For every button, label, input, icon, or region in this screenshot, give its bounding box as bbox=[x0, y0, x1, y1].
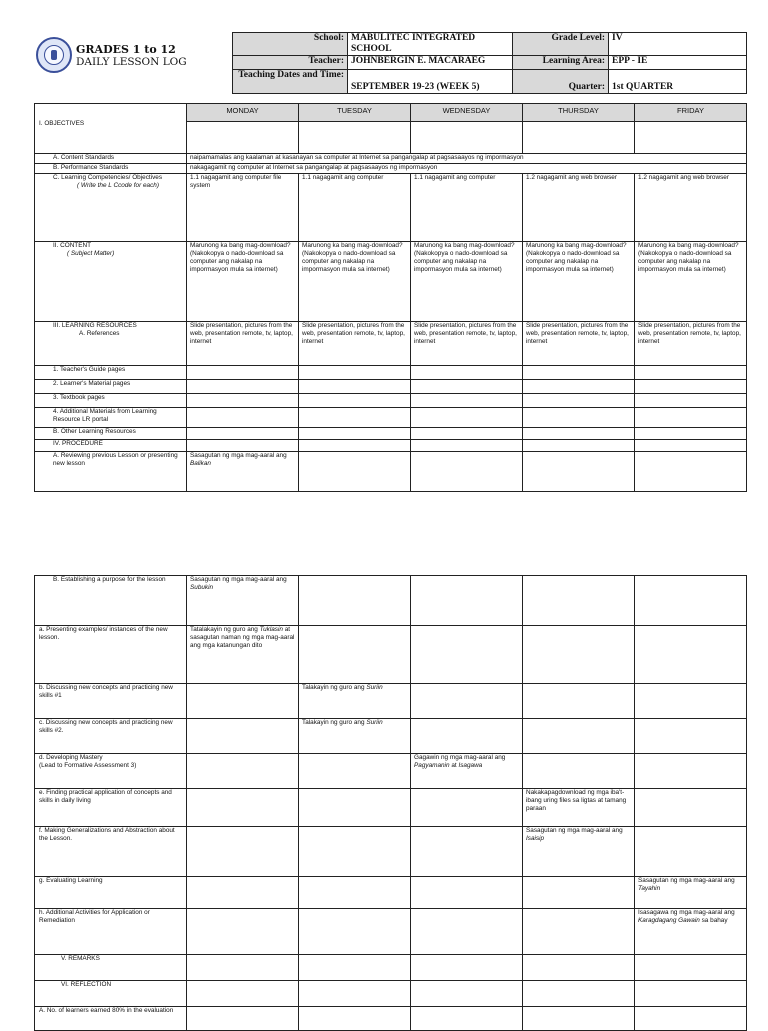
cell bbox=[523, 408, 635, 428]
mastery-note: (Lead to Formative Assessment 3) bbox=[39, 762, 137, 769]
cell bbox=[187, 394, 299, 408]
cell bbox=[635, 719, 747, 754]
competencies-note: ( Write the L Ccode for each) bbox=[77, 182, 159, 189]
reflection-label: VI. REFLECTION bbox=[35, 981, 187, 1007]
competency-wednesday: 1.1 nagagamit ang computer bbox=[411, 174, 523, 242]
content-wednesday: Marunong ka bang mag-download? (Nakokopya o nado-download sa computer ang nakalap na impormasyon mula sa internet) bbox=[411, 242, 523, 322]
text: Talakayin ng guro ang bbox=[302, 719, 365, 726]
cell bbox=[411, 1007, 523, 1031]
content-friday: Marunong ka bang mag-download? (Nakokopya o nado-download sa computer ang nakalap na impormasyon mula sa internet) bbox=[635, 242, 747, 322]
reviewing-monday bbox=[187, 452, 299, 492]
cell bbox=[411, 122, 523, 154]
text: Sasagutan ng mga mag-aaral ang bbox=[190, 576, 287, 583]
cell bbox=[411, 955, 523, 981]
cell bbox=[299, 909, 411, 955]
additional-materials-label: 4. Additional Materials from Learning Resource LR portal bbox=[35, 408, 187, 428]
cell bbox=[299, 428, 411, 440]
text-em: Balikan bbox=[190, 460, 211, 467]
cell bbox=[187, 440, 299, 452]
cell bbox=[187, 719, 299, 754]
lm-label: 2. Learner's Material pages bbox=[35, 380, 187, 394]
teacher-value: JOHNBERGIN E. MACARAEG bbox=[348, 56, 513, 70]
lesson-log-table-1 bbox=[34, 103, 747, 492]
establishing-monday bbox=[187, 576, 299, 626]
objectives-heading: I. OBJECTIVES bbox=[35, 104, 187, 154]
finding-label: e. Finding practical application of concepts and skills in daily living bbox=[35, 789, 187, 827]
content-standards-label: A. Content Standards bbox=[35, 154, 187, 164]
dates-label: Teaching Dates and Time: bbox=[233, 70, 348, 94]
cell bbox=[635, 955, 747, 981]
text-em: Subukin bbox=[190, 584, 214, 591]
competencies-title: C. Learning Competencies/ Objectives bbox=[53, 174, 163, 181]
cell bbox=[299, 122, 411, 154]
remarks-label: V. REMARKS bbox=[35, 955, 187, 981]
cell bbox=[523, 428, 635, 440]
cell bbox=[187, 380, 299, 394]
text: Sasagutan ng mga mag-aaral ang bbox=[638, 877, 735, 884]
text-em: Isaisip bbox=[526, 835, 545, 842]
cell bbox=[299, 408, 411, 428]
cell bbox=[187, 684, 299, 719]
cell bbox=[523, 440, 635, 452]
references-title: A. References bbox=[79, 330, 120, 337]
content-thursday: Marunong ka bang mag-download? (Nakokopya o nado-download sa computer ang nakalap na impormasyon mula sa internet) bbox=[523, 242, 635, 322]
cell bbox=[187, 955, 299, 981]
cell bbox=[187, 428, 299, 440]
content-title: II. CONTENT bbox=[53, 242, 91, 249]
header-info-table bbox=[232, 32, 747, 94]
cell bbox=[635, 981, 747, 1007]
resources-tuesday: Slide presentation, pictures from the web, presentation remote, tv, laptop, internet bbox=[299, 322, 411, 366]
text: Sasagutan ng mga mag-aaral ang bbox=[190, 452, 287, 459]
other-resources-label: B. Other Learning Resources bbox=[35, 428, 187, 440]
cell bbox=[523, 684, 635, 719]
competencies-label bbox=[35, 174, 187, 242]
subtitle-line: DAILY LESSON LOG bbox=[76, 56, 187, 68]
competency-friday: 1.2 nagagamit ang web browser bbox=[635, 174, 747, 242]
cell bbox=[635, 827, 747, 877]
text-em: Karagdagang Gawain bbox=[638, 917, 700, 924]
cell bbox=[299, 827, 411, 877]
resources-thursday: Slide presentation, pictures from the web, presentation remote, tv, laptop, internet bbox=[523, 322, 635, 366]
cell bbox=[299, 440, 411, 452]
cell bbox=[635, 380, 747, 394]
school-value: MABULITEC INTEGRATED SCHOOL bbox=[348, 33, 513, 56]
cell bbox=[299, 981, 411, 1007]
reviewing-label: A. Reviewing previous Lesson or presenting new lesson bbox=[35, 452, 187, 492]
finding-thursday: Nakakapagdownload ng mga iba't-ibang uring files sa ligtas at tamang paraan bbox=[523, 789, 635, 827]
cell bbox=[299, 394, 411, 408]
tg-label: 1. Teacher's Guide pages bbox=[35, 366, 187, 380]
cell bbox=[187, 408, 299, 428]
cell bbox=[523, 909, 635, 955]
text: Sasagutan ng mga mag-aaral ang bbox=[526, 827, 623, 834]
day-wednesday: WEDNESDAY bbox=[411, 104, 523, 122]
cell bbox=[411, 408, 523, 428]
text-em: Tuklasin bbox=[259, 626, 283, 633]
cell bbox=[523, 955, 635, 981]
cell bbox=[187, 122, 299, 154]
cell bbox=[299, 626, 411, 684]
cell bbox=[523, 394, 635, 408]
cell bbox=[411, 428, 523, 440]
text-em: Suriin bbox=[366, 684, 383, 691]
evaluating-label: g. Evaluating Learning bbox=[35, 877, 187, 909]
area-value: EPP - IE bbox=[609, 56, 747, 70]
cell bbox=[523, 626, 635, 684]
learners-label: A. No. of learners earned 80% in the evaluation bbox=[35, 1007, 187, 1031]
cell bbox=[299, 452, 411, 492]
generalization-label: f. Making Generalizations and Abstraction about the Lesson. bbox=[35, 827, 187, 877]
cell bbox=[635, 684, 747, 719]
cell bbox=[635, 789, 747, 827]
cell bbox=[411, 827, 523, 877]
cell bbox=[411, 626, 523, 684]
school-label: School: bbox=[233, 33, 348, 56]
text: at sasagutan naman ng mga mag-aaral ang mga katanungan dito bbox=[190, 626, 295, 649]
cell bbox=[523, 754, 635, 789]
cell bbox=[299, 955, 411, 981]
cell bbox=[411, 981, 523, 1007]
day-friday: FRIDAY bbox=[635, 104, 747, 122]
cell bbox=[635, 440, 747, 452]
content-standards-value: naipamamalas ang kaalaman at kasanayan sa computer at Internet sa pangangalap at pagsasaayos ng impormasyon bbox=[187, 154, 747, 164]
presenting-label: a. Presenting examples/ instances of the new lesson. bbox=[35, 626, 187, 684]
cell bbox=[299, 366, 411, 380]
cell bbox=[635, 408, 747, 428]
text-em: Isagawa bbox=[458, 762, 483, 769]
cell bbox=[523, 1007, 635, 1031]
cell bbox=[523, 981, 635, 1007]
cell bbox=[523, 366, 635, 380]
cell bbox=[635, 122, 747, 154]
resources-title: III. LEARNING RESOURCES bbox=[53, 322, 137, 329]
cell bbox=[187, 366, 299, 380]
content-monday: Marunong ka bang mag-download? (Nakokopya o nado-download sa computer ang nakalap na impormasyon mula sa internet) bbox=[187, 242, 299, 322]
textbook-label: 3. Textbook pages bbox=[35, 394, 187, 408]
cell bbox=[411, 366, 523, 380]
cell bbox=[635, 754, 747, 789]
quarter-label: Quarter: bbox=[513, 70, 609, 94]
cell bbox=[635, 576, 747, 626]
title-line: GRADES 1 to 12 bbox=[76, 43, 176, 56]
grade-label: Grade Level: bbox=[513, 33, 609, 56]
cell bbox=[411, 394, 523, 408]
day-monday: MONDAY bbox=[187, 104, 299, 122]
discussing2-label: c. Discussing new concepts and practicing new skills #2. bbox=[35, 719, 187, 754]
performance-standards-label: B. Performance Standards bbox=[35, 164, 187, 174]
cell bbox=[635, 394, 747, 408]
cell bbox=[187, 981, 299, 1007]
cell bbox=[523, 719, 635, 754]
cell bbox=[635, 626, 747, 684]
competency-monday: 1.1 nagagamit ang computer file system bbox=[187, 174, 299, 242]
text-em: Suriin bbox=[366, 719, 383, 726]
cell bbox=[187, 877, 299, 909]
text: Isasagawa ng mga mag-aaral ang bbox=[638, 909, 735, 916]
cell bbox=[411, 684, 523, 719]
day-thursday: THURSDAY bbox=[523, 104, 635, 122]
cell bbox=[299, 380, 411, 394]
performance-standards-value: nakagagamit ng computer at Internet sa pangangalap at pagsasaayos ng impormasyon bbox=[187, 164, 747, 174]
cell bbox=[411, 452, 523, 492]
teacher-label: Teacher: bbox=[233, 56, 348, 70]
cell bbox=[635, 452, 747, 492]
cell bbox=[411, 440, 523, 452]
cell bbox=[635, 428, 747, 440]
cell bbox=[411, 789, 523, 827]
cell bbox=[411, 380, 523, 394]
cell bbox=[187, 789, 299, 827]
cell bbox=[187, 827, 299, 877]
cell bbox=[523, 380, 635, 394]
mastery-wednesday bbox=[411, 754, 523, 789]
dates-value: SEPTEMBER 19-23 (WEEK 5) bbox=[348, 70, 513, 94]
cell bbox=[299, 576, 411, 626]
cell bbox=[523, 122, 635, 154]
area-label: Learning Area: bbox=[513, 56, 609, 70]
cell bbox=[299, 754, 411, 789]
text-em: Tayahin bbox=[638, 885, 661, 892]
mastery-title: d. Developing Mastery bbox=[39, 754, 103, 761]
additional-activities-label: h. Additional Activities for Application or Remediation bbox=[35, 909, 187, 955]
establishing-label: B. Establishing a purpose for the lesson bbox=[35, 576, 187, 626]
cell bbox=[635, 1007, 747, 1031]
cell bbox=[635, 366, 747, 380]
cell bbox=[187, 1007, 299, 1031]
cell bbox=[187, 909, 299, 955]
text: Gagawin ng mga mag-aaral ang bbox=[414, 754, 506, 761]
day-tuesday: TUESDAY bbox=[299, 104, 411, 122]
mastery-label bbox=[35, 754, 187, 789]
cell bbox=[523, 452, 635, 492]
competency-thursday: 1.2 nagagamit ang web browser bbox=[523, 174, 635, 242]
procedure-label: IV. PROCEDURE bbox=[35, 440, 187, 452]
cell bbox=[187, 754, 299, 789]
cell bbox=[411, 576, 523, 626]
evaluating-friday bbox=[635, 877, 747, 909]
quarter-value: 1st QUARTER bbox=[609, 70, 747, 94]
text: sa bahay bbox=[701, 917, 728, 924]
additional-friday bbox=[635, 909, 747, 955]
cell bbox=[411, 909, 523, 955]
lesson-log-table-2 bbox=[34, 575, 747, 1031]
text: at bbox=[451, 762, 457, 769]
cell bbox=[299, 1007, 411, 1031]
content-tuesday: Marunong ka bang mag-download? (Nakokopya o nado-download sa computer ang nakalap na impormasyon mula sa internet) bbox=[299, 242, 411, 322]
deped-seal-icon bbox=[36, 37, 72, 73]
discussing1-label: b. Discussing new concepts and practicing new skills #1 bbox=[35, 684, 187, 719]
document-title bbox=[76, 43, 226, 69]
resources-monday: Slide presentation, pictures from the web, presentation remote, tv, laptop, internet bbox=[187, 322, 299, 366]
content-label bbox=[35, 242, 187, 322]
text: Tatalakayin ng guro ang bbox=[190, 626, 258, 633]
cell bbox=[523, 576, 635, 626]
cell bbox=[523, 877, 635, 909]
discussing2-tuesday bbox=[299, 719, 411, 754]
grade-value: IV bbox=[609, 33, 747, 56]
generalization-thursday bbox=[523, 827, 635, 877]
competency-tuesday: 1.1 nagagamit ang computer bbox=[299, 174, 411, 242]
resources-friday: Slide presentation, pictures from the web, presentation remote, tv, laptop, internet bbox=[635, 322, 747, 366]
text-em: Pagyamanin bbox=[414, 762, 450, 769]
cell bbox=[411, 719, 523, 754]
cell bbox=[299, 877, 411, 909]
cell bbox=[299, 789, 411, 827]
discussing1-tuesday bbox=[299, 684, 411, 719]
content-note: ( Subject Matter) bbox=[67, 250, 115, 257]
text: Talakayin ng guro ang bbox=[302, 684, 365, 691]
resources-label bbox=[35, 322, 187, 366]
presenting-monday bbox=[187, 626, 299, 684]
cell bbox=[411, 877, 523, 909]
resources-wednesday: Slide presentation, pictures from the web, presentation remote, tv, laptop, internet bbox=[411, 322, 523, 366]
